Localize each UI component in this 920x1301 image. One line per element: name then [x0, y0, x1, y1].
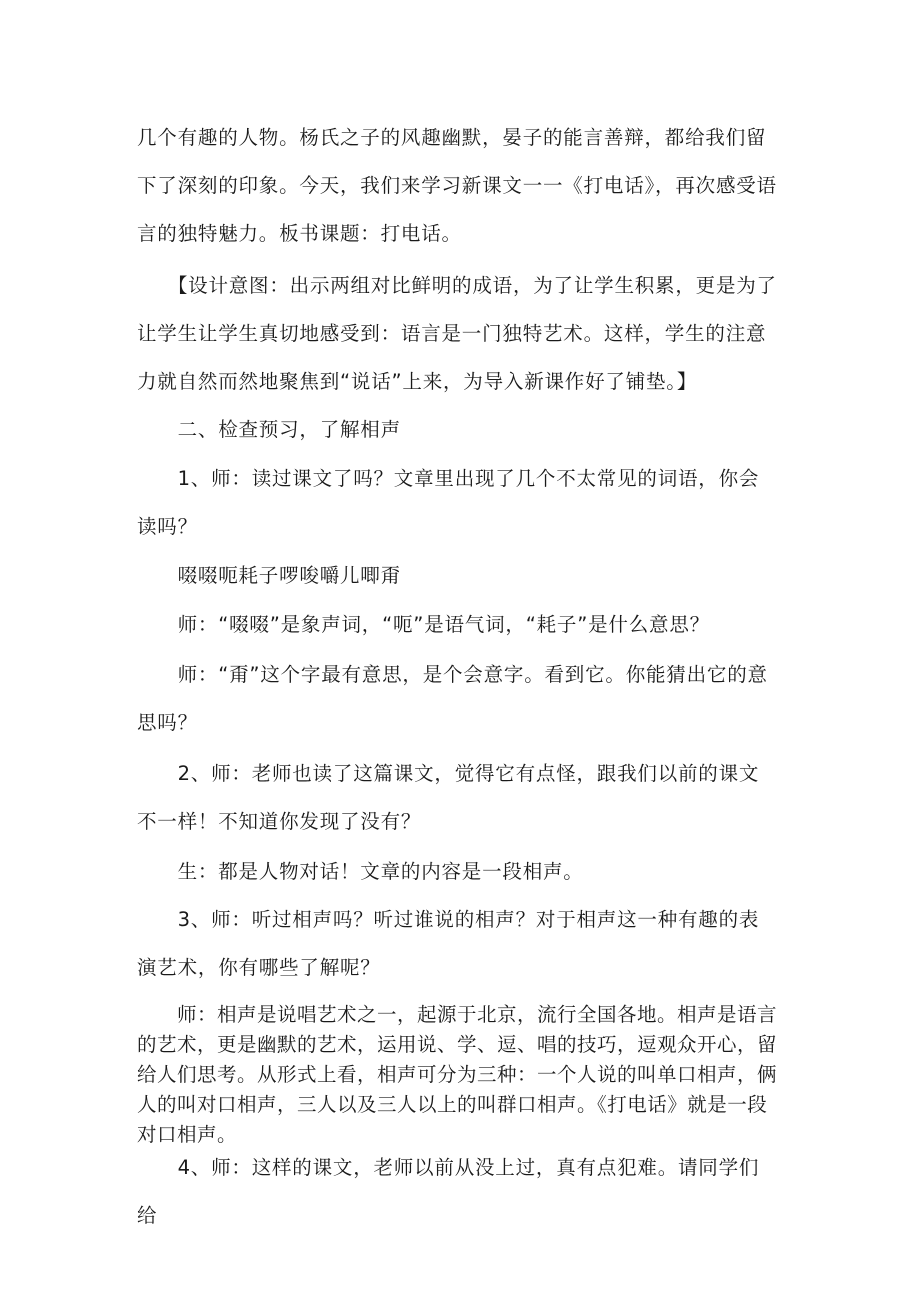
paragraph-teacher-2: 师：“甭”这个字最有意思，是个会意字。看到它。你能猜出它的意思吗？ [137, 663, 768, 734]
paragraph-vocabulary: 啜啜呃耗子啰唆嚼儿唧甭 [137, 564, 401, 587]
paragraph-teacher-1: 师：“啜啜”是象声词，“呃”是语气词，“耗子”是什么意思？ [137, 613, 710, 636]
section-heading: 二、检查预习，了解相声 [137, 418, 401, 441]
paragraph-design-intent: 【设计意图：出示两组对比鲜明的成语，为了让学生积累，更是为了让学生让学生真切地感受到：语言是一门独特艺术。这样，学生的注意力就自然而然地聚焦到“说话”上来，为导入新课作好了铺垫。】 [137, 274, 777, 393]
paragraph-item-1: 1、师：读过课文了吗？文章里出现了几个不太常见的词语，你会读吗？ [137, 467, 760, 538]
paragraph-intro: 几个有趣的人物。杨氏之子的风趣幽默，晏子的能言善辩，都给我们留下了深刻的印象。今天，我们来学习新课文一一《打电话》，再次感受语言的独特魅力。板书课题：打电话。 [137, 126, 777, 245]
paragraph-item-4: 4、师：这样的课文，老师以前从没上过，真有点犯难。请同学们给 [137, 1156, 760, 1227]
paragraph-item-2: 2、师：老师也读了这篇课文，觉得它有点怪，跟我们以前的课文不一样！不知道你发现了没有？ [137, 762, 760, 833]
paragraph-item-3: 3、师：听过相声吗？听过谁说的相声？对于相声这一种有趣的表演艺术，你有哪些了解呢？ [137, 908, 760, 979]
paragraph-student: 生：都是人物对话！文章的内容是一段相声。 [137, 860, 584, 883]
paragraph-crosstalk-explanation: 师：相声是说唱艺术之一，起源于北京，流行全国各地。相声是语言的艺术，更是幽默的艺术，运用说、学、逗、唱的技巧，逗观众开心，留给人们思考。从形式上看，相声可分为三种：一个人说的叫单口相声，俩人的叫对口相声，三人以及三人以上的叫群口相声。《打电话》就是一段对口相声。 [137, 1003, 778, 1146]
